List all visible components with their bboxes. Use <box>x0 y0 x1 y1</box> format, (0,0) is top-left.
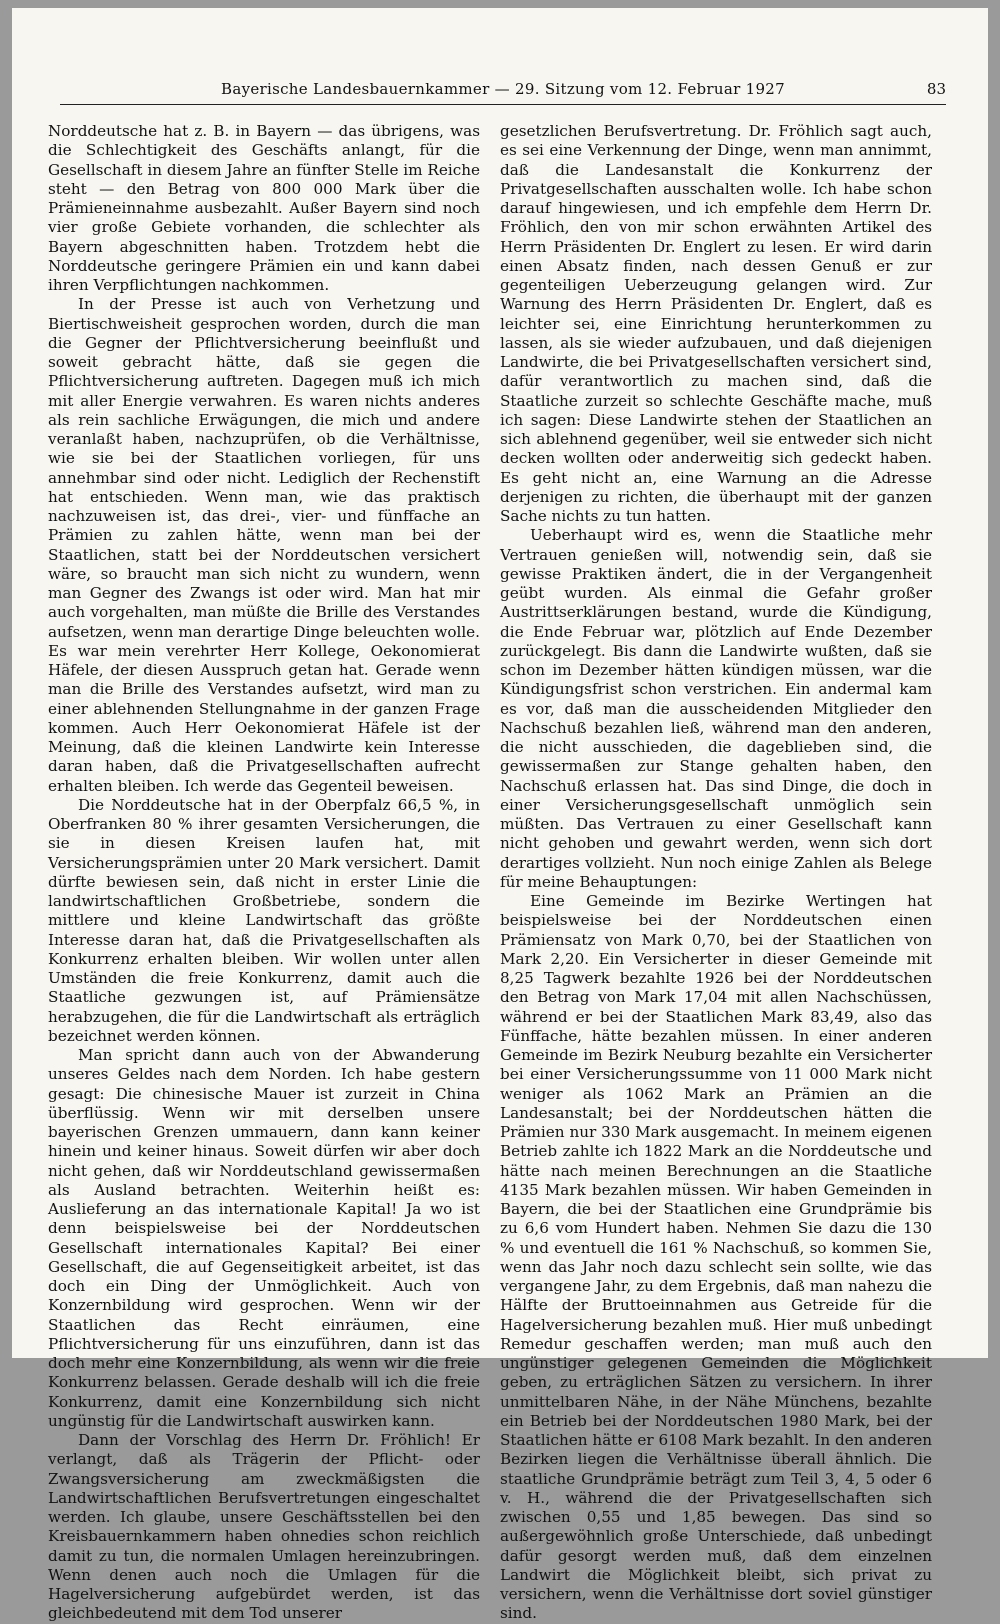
running-header <box>60 80 946 105</box>
running-title: Bayerische Landesbauernkammer — 29. Sitzung vom 12. Februar 1927 <box>221 80 785 98</box>
left-column <box>48 122 480 1624</box>
paragraph: Eine Gemeinde im Bezirke Wertingen hat beispielsweise bei der Norddeutschen einen Prämiensatz von Mark 0,70, bei der Staatlichen von Mark 2,20. Ein Versicherter in dieser Gemeinde mit 8,25 Tagwerk bezahlte 1926 bei der Norddeutschen den Betrag von Mark 17,04 mit allen Nachschüssen, während er bei der Staatlichen Mark 83,49, also das Fünffache, hätte bezahlen müssen. In einer anderen Gemeinde im Bezirk Neuburg bezahlte ein Versicherter bei einer Versicherungssumme von 11 000 Mark nicht weniger als 1062 Mark an Prämien an die Landesanstalt; bei der Norddeutschen hätten die Prämien nur 330 Mark ausgemacht. In meinem eigenen Betrieb zahlte ich 1822 Mark an die Norddeutsche und hätte nach meinen Berechnungen an die Staatliche 4135 Mark bezahlen müssen. Wir haben Gemeinden in Bayern, die bei der Staatlichen eine Grundprämie bis zu 6,6 vom Hundert haben. Nehmen Sie dazu die 130 % und eventuell die 161 % Nachschuß, so kommen Sie, wenn das Jahr noch dazu schlecht sein sollte, wie das vergangene Jahr, zu dem Ergebnis, daß man nahezu die Hälfte der Bruttoeinnahmen aus Getreide für die Hagelversicherung bezahlen muß. Hier muß unbedingt Remedur geschaffen werden; man muß auch den ungünstiger gelegenen Gemeinden die Möglichkeit geben, zu erträglichen Sätzen zu versichern. In ihrer unmittelbaren Nähe, in der Nähe Münchens, bezahlte ein Betrieb bei der Norddeutschen 1980 Mark, bei der Staatlichen hätte er 6108 Mark bezahlt. In den anderen Bezirken liegen die Verhältnisse überall ähnlich. Die staatliche Grundprämie beträgt zum Teil 3, 4, 5 oder 6 v. H., während die der Privatgesellschaften sich zwischen 0,55 und 1,85 bewegen. Das sind so außergewöhnlich große Unterschiede, daß unbedingt dafür gesorgt werden muß, daß dem einzelnen Landwirt die Möglichkeit bleibt, sich privat zu versichern, wenn die Verhältnisse dort soviel günstiger sind. <box>500 892 932 1623</box>
paragraph: gesetzlichen Berufsvertretung. Dr. Fröhlich sagt auch, es sei eine Verkennung der Dinge, wenn man annimmt, daß die Landesanstalt die Konkurrenz der Privatgesellschaften ausschalten wolle. Ich habe schon darauf hingewiesen, und ich empfehle dem Herrn Dr. Fröhlich, den von mir schon erwähnten Artikel des Herrn Präsidenten Dr. Englert zu lesen. Er wird darin einen Absatz finden, nach dessen Genuß er zur gegenteiligen Ueberzeugung gelangen wird. Zur Warnung des Herrn Präsidenten Dr. Englert, daß es leichter sei, eine Einrichtung herunterkommen zu lassen, als sie wieder aufzubauen, und daß diejenigen Landwirte, die bei Privatgesellschaften versichert sind, dafür verantwortlich zu machen sind, daß die Staatliche zurzeit so schlechte Geschäfte mache, muß ich sagen: Diese Landwirte stehen der Staatlichen an sich ablehnend gegenüber, weil sie entweder sich nicht decken wollten oder anderweitig sich gedeckt haben. Es geht nicht an, eine Warnung an die Adresse derjenigen zu richten, die überhaupt mit der ganzen Sache nichts zu tun hatten. <box>500 122 932 525</box>
paragraph: Dann der Vorschlag des Herrn Dr. Fröhlich! Er verlangt, daß als Trägerin der Pflicht- oder Zwangsversicherung am zweckmäßigsten die Landwirtschaftlichen Berufsvertretungen eingeschaltet werden. Ich glaube, unsere Geschäftsstellen bei den Kreisbauernkammern haben ohnedies schon reichlich damit zu tun, die normalen Umlagen hereinzubringen. Wenn denen auch noch die Umlagen für die Hagelversicherung aufgebürdet werden, ist das gleichbedeutend mit dem Tod unserer <box>48 1431 480 1623</box>
right-column <box>500 122 932 1624</box>
paragraph: Die Norddeutsche hat in der Oberpfalz 66,5 %, in Oberfranken 80 % ihrer gesamten Versicherungen, die sie in diesen Kreisen laufen hat, mit Versicherungsprämien unter 20 Mark versichert. Damit dürfte bewiesen sein, daß nicht in erster Linie die landwirtschaftlichen Großbetriebe, sondern die mittlere und kleine Landwirtschaft das größte Interesse daran hat, daß die Privatgesellschaften als Konkurrenz erhalten bleiben. Wir wollen unter allen Umständen die freie Konkurrenz, damit auch die Staatliche gezwungen ist, auf Prämiensätze herabzugehen, die für die Landwirtschaft als erträglich bezeichnet werden können. <box>48 795 480 1045</box>
page-number: 83 <box>926 80 946 98</box>
paragraph: In der Presse ist auch von Verhetzung und Biertischweisheit gesprochen worden, durch die man die Gegner der Pflichtversicherung beeinflußt und soweit gebracht hätte, daß sie gegen die Pflichtversicherung auftreten. Dagegen muß ich mich mit aller Energie verwahren. Es waren nichts anderes als rein sachliche Erwägungen, die mich und andere veranlaßt haben, nachzuprüfen, ob die Verhältnisse, wie sie bei der Staatlichen vorliegen, für uns annehmbar sind oder nicht. Lediglich der Rechenstift hat entschieden. Wenn man, wie das praktisch nachzuweisen ist, das drei-, vier- und fünffache an Prämien zu zahlen hätte, wenn man bei der Staatlichen, statt bei der Norddeutschen versichert wäre, so braucht man sich nicht zu wundern, wenn man Gegner des Zwangs ist oder wird. Man hat mir auch vorgehalten, man müßte die Brille des Verstandes aufsetzen, wenn man derartige Dinge beleuchten wolle. Es war mein verehrter Herr Kollege, Oekonomierat Häfele, der diesen Ausspruch getan hat. Gerade wenn man die Brille des Verstandes aufsetzt, wird man zu einer ablehnenden Stellungnahme in der ganzen Frage kommen. Auch Herr Oekonomierat Häfele ist der Meinung, daß die kleinen Landwirte kein Interesse daran haben, daß die Privatgesellschaften aufrecht erhalten bleiben. Ich werde das Gegenteil beweisen. <box>48 295 480 795</box>
paragraph: Man spricht dann auch von der Abwanderung unseres Geldes nach dem Norden. Ich habe gestern gesagt: Die chinesische Mauer ist zurzeit in China überflüssig. Wenn wir mit derselben unsere bayerischen Grenzen ummauern, dann kann keiner hinein und keiner hinaus. Soweit dürfen wir aber doch nicht gehen, daß wir Norddeutschland gewissermaßen als Ausland betrachten. Weiterhin heißt es: Auslieferung an das internationale Kapital! Ja wo ist denn beispielsweise bei der Norddeutschen Gesellschaft internationales Kapital? Bei einer Gesellschaft, die auf Gegenseitigkeit arbeitet, ist das doch ein Ding der Unmöglichkeit. Auch von Konzernbildung wird gesprochen. Wenn wir der Staatlichen das Recht einräumen, eine Pflichtversicherung für uns einzuführen, dann ist das doch mehr eine Konzernbildung, als wenn wir die freie Konkurrenz belassen. Gerade deshalb will ich die freie Konkurrenz, damit eine Konzernbildung sich nicht ungünstig für die Landwirtschaft auswirken kann. <box>48 1046 480 1430</box>
paragraph: Ueberhaupt wird es, wenn die Staatliche mehr Vertrauen genießen will, notwendig sein, daß sie gewisse Praktiken ändert, die in der Vergangenheit geübt wurden. Als einmal die Gefahr großer Austrittserklärungen bestand, wurde die Kündigung, die Ende Februar war, plötzlich auf Ende Dezember zurückgelegt. Bis dann die Landwirte wußten, daß sie schon im Dezember hätten kündigen müssen, war die Kündigungsfrist schon verstrichen. Ein andermal kam es vor, daß man die ausscheidenden Mitglieder den Nachschuß bezahlen ließ, während man den anderen, die nicht ausschieden, die dageblieben sind, die gewissermaßen zur Stange gehalten haben, den Nachschuß erlassen hat. Das sind Dinge, die doch in einer Versicherungsgesellschaft unmöglich sein müßten. Das Vertrauen zu einer Gesellschaft kann nicht gehoben und gewahrt werden, wenn sich dort derartiges vollzieht. Nun noch einige Zahlen als Belege für meine Behauptungen: <box>500 526 932 891</box>
paragraph: Norddeutsche hat z. B. in Bayern — das übrigens, was die Schlechtigkeit des Geschäfts anlangt, für die Gesellschaft in diesem Jahre an fünfter Stelle im Reiche steht — den Betrag von 800 000 Mark über die Prämieneinnahme ausbezahlt. Außer Bayern sind noch vier große Gebiete vorhanden, die schlechter als Bayern abgeschnitten haben. Trotzdem hebt die Norddeutsche geringere Prämien ein und kann dabei ihren Verpflichtungen nachkommen. <box>48 122 480 294</box>
